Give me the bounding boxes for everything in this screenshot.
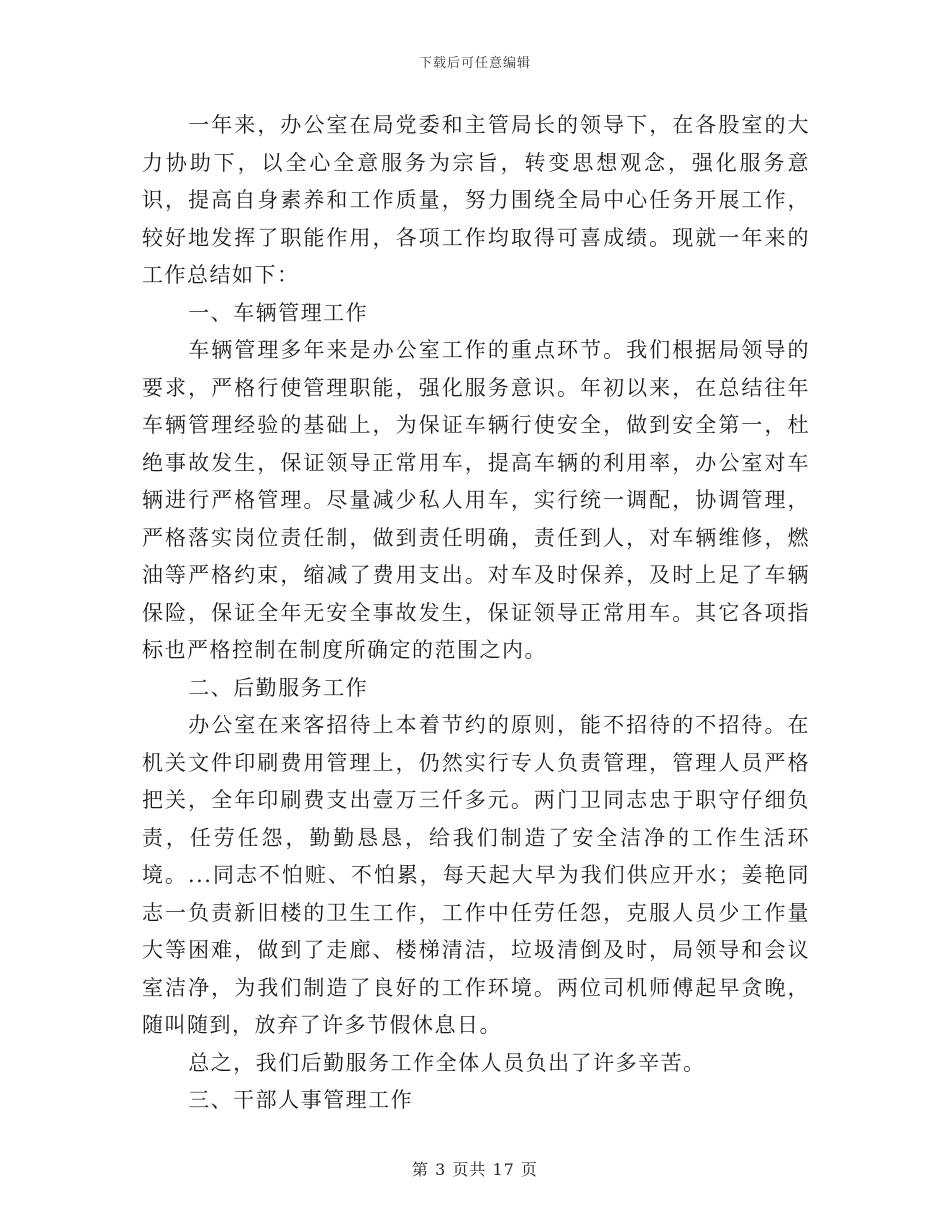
page-number: 第 3 页共 17 页 (412, 1160, 538, 1179)
document-body (142, 107, 810, 1120)
section-heading-personnel-management: 三、干部人事管理工作 (188, 1088, 414, 1112)
vehicle-management-paragraph: 车辆管理多年来是办公室工作的重点环节。我们根据局领导的要求，严格行使管理职能，强化服务意识。年初以来，在总结往年车辆管理经验的基础上，为保证车辆行使安全，做到安全第一，杜绝事故发生，保证领导正常用车，提高车辆的利用率，办公室对车辆进行严格管理。尽量减少私人用车，实行统一调配，协调管理，严格落实岗位责任制，做到责任明确，责任到人，对车辆维修，燃油等严格约束，缩减了费用支出。对车及时保养，及时上足了车辆保险，保证全年无安全事故发生，保证领导正常用车。其它各项指标也严格控制在制度所确定的范围之内。 (142, 338, 810, 662)
section-heading-logistics-service: 二、后勤服务工作 (188, 675, 369, 700)
summary-paragraph: 总之，我们后勤服务工作全体人员负出了许多辛苦。 (188, 1050, 706, 1075)
header-note: 下载后可任意编辑 (418, 56, 531, 71)
logistics-service-paragraph: 办公室在来客招待上本着节约的原则，能不招待的不招待。在机关文件印刷费用管理上，仍然实行专人负责管理，管理人员严格把关，全年印刷费支出壹万三仟多元。两门卫同志忠于职守仔细负责，任劳任怨，勤勤恳恳，给我们制造了安全洁净的工作生活环境。...同志不怕赃、不怕累，每天起大早为我们供应开水；姜艳同志一负责新旧楼的卫生工作，工作中任劳任怨，克服人员少工作量大等困难，做到了走廊、楼梯清洁，垃圾清倒及时，局领导和会议室洁净，为我们制造了良好的工作环境。两位司机师傅起早贪晚，随叫随到，放弃了许多节假休息日。 (142, 713, 810, 1037)
intro-paragraph: 一年来，办公室在局党委和主管局长的领导下，在各股室的大力协助下，以全心全意服务为宗旨，转变思想观念，强化服务意识，提高自身素养和工作质量，努力围绕全局中心任务开展工作，较好地发挥了职能作用，各项工作均取得可喜成绩。现就一年来的工作总结如下： (142, 113, 810, 287)
section-heading-vehicle-management: 一、车辆管理工作 (188, 300, 369, 325)
